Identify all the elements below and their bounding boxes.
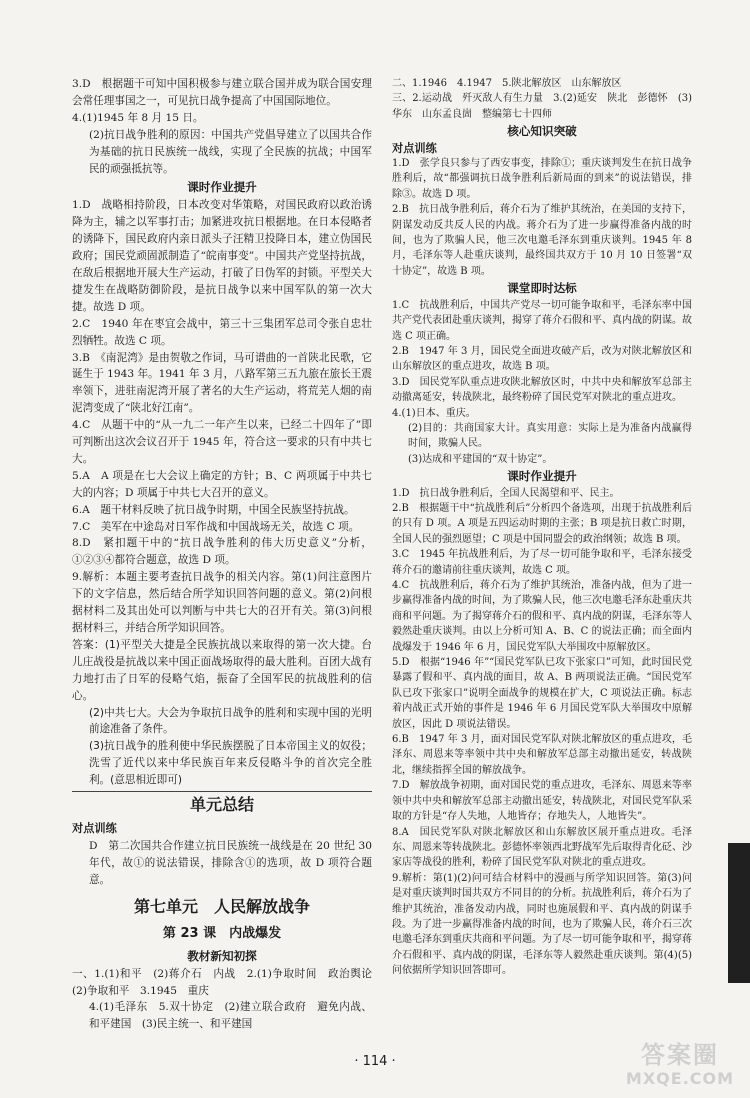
- text-paragraph: 3.B 《南泥湾》是由贺敬之作词，马可谱曲的一首陕北民歌，它诞生于 1943 年。1941 年 3 月，八路军第三五九旅在旅长王震率领下，进驻南泥湾开展了著名的大生产运动，将荒芜人烟的南泥湾变成了“陕北好江南”。: [72, 351, 372, 415]
- text-paragraph: 8.A 国民党军队对陕北解放区和山东解放区展开重点进攻。毛泽东、周恩来等转战陕北。彭德怀率领西北野战军先后取得青化砭、沙家店等战役的胜利，粉碎了国民党军队对陕北的重点进攻。: [392, 826, 692, 869]
- left-column: [72, 76, 383, 1033]
- page-number: · 114 ·: [354, 1054, 396, 1069]
- text-paragraph: 4.C 从题干中的“从一九二一年产生以来，已经二十四年了”即可判断出这次会议召开于 1945 年，符合这一要求的只有中共七大。: [72, 419, 372, 465]
- text-paragraph: 答案：(1)平型关大捷是全民族抗战以来取得的第一次大捷。台儿庄战役是抗战以来中国正面战场取得的最大胜利。百团大战有力地打击了日军的侵略气焰，振奋了全国军民的抗战胜利的信心。: [72, 638, 372, 702]
- text-paragraph: 5.A A 项是在七大会议上确定的方针；B、C 两项属于中共七大的内容；D 项属于中共七大召开的意义。: [72, 469, 372, 499]
- text-paragraph: D 第二次国共合作建立抗日民族统一战线是在 20 世纪 30 年代，故①的说法错误，排除含①的选项，故 D 项符合题意。: [88, 839, 372, 886]
- watermark-url: MXQE.COM: [625, 1069, 735, 1088]
- text-paragraph: (2)中共七大。大会为争取抗日战争的胜利和实现中国的光明前途准备了条件。: [88, 706, 372, 736]
- text-paragraph: 三、2.运动战 歼灭敌人有生力量 3.(2)延安 陕北 彭德怀 (3)华东 山东孟良崮 整编第七十四师: [392, 93, 692, 120]
- text-paragraph: 二、1.1946 4.1947 5.陕北解放区 山东解放区: [392, 78, 622, 89]
- text-paragraph: 1.C 抗战胜利后，中国共产党尽一切可能争取和平，毛泽东率中国共产党代表团赴重庆谈判，揭穿了蒋介石假和平、真内战的阴谋。故选 C 项正确。: [392, 299, 692, 342]
- section-heading: 教材新知初探: [187, 948, 257, 963]
- unit-heading: 单元总结: [72, 791, 372, 818]
- text-paragraph: (2)目的：共商国家大计。真实用意：实际上是为准备内战赢得时间，欺骗人民。: [408, 422, 692, 450]
- text-paragraph: 7.C 美军在中途岛对日军作战和中国战场无关，故选 C 项。: [72, 520, 360, 533]
- right-column: [392, 76, 692, 979]
- text-paragraph: 9.解析：本题主要考查抗日战争的相关内容。第(1)问注意图片下的文字信息，然后结合所学知识回答问题的意义。第(2)问根据材料二及其出处可以判断与中共七大的召开有关。第(3)问根据材料三，并结合所学知识回答。: [72, 571, 372, 634]
- text-paragraph: (3)达成和平建国的“双十协定”。: [408, 453, 553, 465]
- text-paragraph: 5.D 根据“1946 年”“国民党军队已攻下张家口”可知，此时国民党暴露了假和平、真内战的面目，故 A、B 两项说法正确。“国民党军队已攻下张家口”说明全面战争的规模在扩大，C 项说法正确。标志着内战正式开始的事件是 1946 年 6 月国民党军队大举围攻中原解放区，因此 D 项说法错误。: [392, 657, 692, 730]
- text-paragraph: 2.B 根据题干中“抗战胜利后”分析四个备选项，出现于抗战胜利后的只有 D 项。A 项是五四运动时期的主张；B 项是抗日救亡时期，全国人民的强烈愿望；C 项是中国同盟会的政治纲领；故选 B 项。: [392, 502, 692, 545]
- text-paragraph: 2.C 1940 年在枣宜会战中，第三十三集团军总司令张自忠壮烈牺牲。故选 C 项。: [72, 317, 372, 347]
- section-heading: 课堂即时达标: [507, 281, 577, 296]
- watermark-title: 答案圈: [641, 1041, 719, 1069]
- text-paragraph: (2)抗日战争胜利的原因：中国共产党倡导建立了以国共合作为基础的抗日民族统一战线，实现了全民族的抗战；中国军民的顽强抵抗等。: [88, 128, 372, 175]
- text-paragraph: 2.B 抗日战争胜利后，蒋介石为了维护其统治，在美国的支持下，阴谋发动反共反人民的内战。蒋介石为了进一步赢得准备内战的时间，也为了欺骗人民，他三次电邀毛泽东到重庆谈判。1945 年 8 月，毛泽东等人赴重庆谈判，最终国共双方于 10 月 10 日签署“双十协定”，故选 B 项。: [392, 204, 692, 277]
- sub-heading: 对点训练: [392, 141, 437, 155]
- text-paragraph: 1.D 张学良只参与了西安事变，排除①；重庆谈判发生在抗日战争胜利后，故“都强调抗日战争胜利后新局面的到来”的说法错误，排除③。故选 D 项。: [392, 158, 692, 200]
- text-paragraph: 2.B 1947 年 3 月，国民党全面进攻破产后，改为对陕北解放区和山东解放区的重点进攻，故选 B 项。: [392, 345, 692, 373]
- text-paragraph: 3.D 国民党军队重点进攻陕北解放区时，中共中央和解放军总部主动撤离延安，转战陕北，最终粉碎了国民党军对陕北的重点进攻。: [392, 376, 692, 404]
- text-paragraph: 6.A 题干材料反映了抗日战争时期，中国全民族坚持抗战。: [72, 503, 355, 516]
- lesson-heading: 第 23 课 内战爆发: [162, 925, 282, 941]
- text-paragraph: 4.(1)毛泽东 5.双十协定 (2)建立联合政府 避免内战、和平建国 (3)民主统一、和平建国: [88, 1001, 372, 1031]
- text-paragraph: 6.B 1947 年 3 月，面对国民党军队对陕北解放区的重点进攻，毛泽东、周恩来等率领中共中央和解放军总部主动撤出延安，转战陕北，继续指挥全国的解放战争。: [392, 734, 692, 776]
- section-heading: 核心知识突破: [507, 124, 577, 139]
- text-paragraph: 4.(1)1945 年 8 月 15 日。: [72, 111, 204, 124]
- text-paragraph: (3)抗日战争的胜利使中华民族摆脱了日本帝国主义的奴役；洗雪了近代以来中华民族百年来反侵略斗争的首次完全胜利。(意思相近即可): [88, 740, 372, 787]
- text-paragraph: 4.(1)日本、重庆。: [392, 407, 476, 419]
- section-heading: 课时作业提升: [187, 180, 257, 195]
- text-paragraph: 9.解析：第(1)(2)问可结合材料中的漫画与所学知识回答。第(3)问是对重庆谈判时国共双方不同目的的分析。抗战胜利后，蒋介石为了维护其统治，准备发动内战，同时也施展假和平、真内战的阴谋手段。为了进一步赢得准备内战的时间，也为了欺骗人民，蒋介石三次电邀毛泽东到重庆共商和平问题。为了尽一切可能争取和平，揭穿蒋介石假和平、真内战的阴谋，毛泽东等人毅然赴重庆谈判。第(4)(5)问依据所学知识回答即可。: [392, 872, 692, 977]
- text-paragraph: 1.D 抗日战争胜利后，全国人民渴望和平、民主。: [392, 487, 620, 499]
- text-paragraph: 一、1.(1)和平 (2)蒋介石 内战 2.(1)争取时间 政治舆论 (2)争取和平 3.1945 重庆: [72, 967, 383, 997]
- text-paragraph: 3.D 根据题干可知中国积极参与建立联合国并成为联合国安理会常任理事国之一，可见抗日战争提高了中国国际地位。: [72, 78, 372, 107]
- text-paragraph: 3.C 1945 年抗战胜利后，为了尽一切可能争取和平，毛泽东接受蒋介石的邀请前往重庆谈判，故选 C 项。: [392, 549, 692, 576]
- text-paragraph: 8.D 紧扣题干中的“抗日战争胜利的伟大历史意义”分析，①②③④都符合题意，故选 D 项。: [72, 537, 372, 567]
- unit-heading: 第七单元 人民解放战争: [133, 896, 310, 916]
- sub-heading: 对点训练: [72, 822, 117, 836]
- text-paragraph: 1.D 战略相持阶段，日本改变对华策略，对国民政府以政治诱降为主，辅之以军事打击；加紧进攻抗日根据地。在日本侵略者的诱降下，国民政府内亲日派头子汪精卫投降日本，建立伪国民政府；国民党顽固派制造了“皖南事变”。中国共产党坚持抗战，在敌后根据地开展大生产运动，打破了日伪军的封锁。平型关大捷发生在战略防御阶段，是抗日战争以来中国军队的第一次大捷。故选 D 项。: [72, 199, 372, 313]
- text-paragraph: 4.C 抗战胜利后，蒋介石为了维护其统治，准备内战，但为了进一步赢得准备内战的时间，为了欺骗人民，他三次电邀毛泽东赴重庆共商和平问题。为了揭穿蒋介石的假和平、真内战的阴谋，毛泽东等人毅然赴重庆谈判。由以上分析可知 A、B、C 的说法正确；而全面内战爆发于 1946 年 6 月，国民党军队大举围攻中原解放区。: [392, 580, 692, 653]
- page-edge-tab: [728, 843, 750, 983]
- watermark-logo: [615, 1040, 745, 1092]
- section-heading: 课时作业提升: [507, 469, 577, 484]
- text-paragraph: 7.D 解放战争初期，面对国民党的重点进攻，毛泽东、周恩来等率领中共中央和解放军总部主动撤出延安，转战陕北，对国民党军队采取的方针是“存人失地，人地皆存；存地失人，人地皆失”。: [392, 780, 692, 823]
